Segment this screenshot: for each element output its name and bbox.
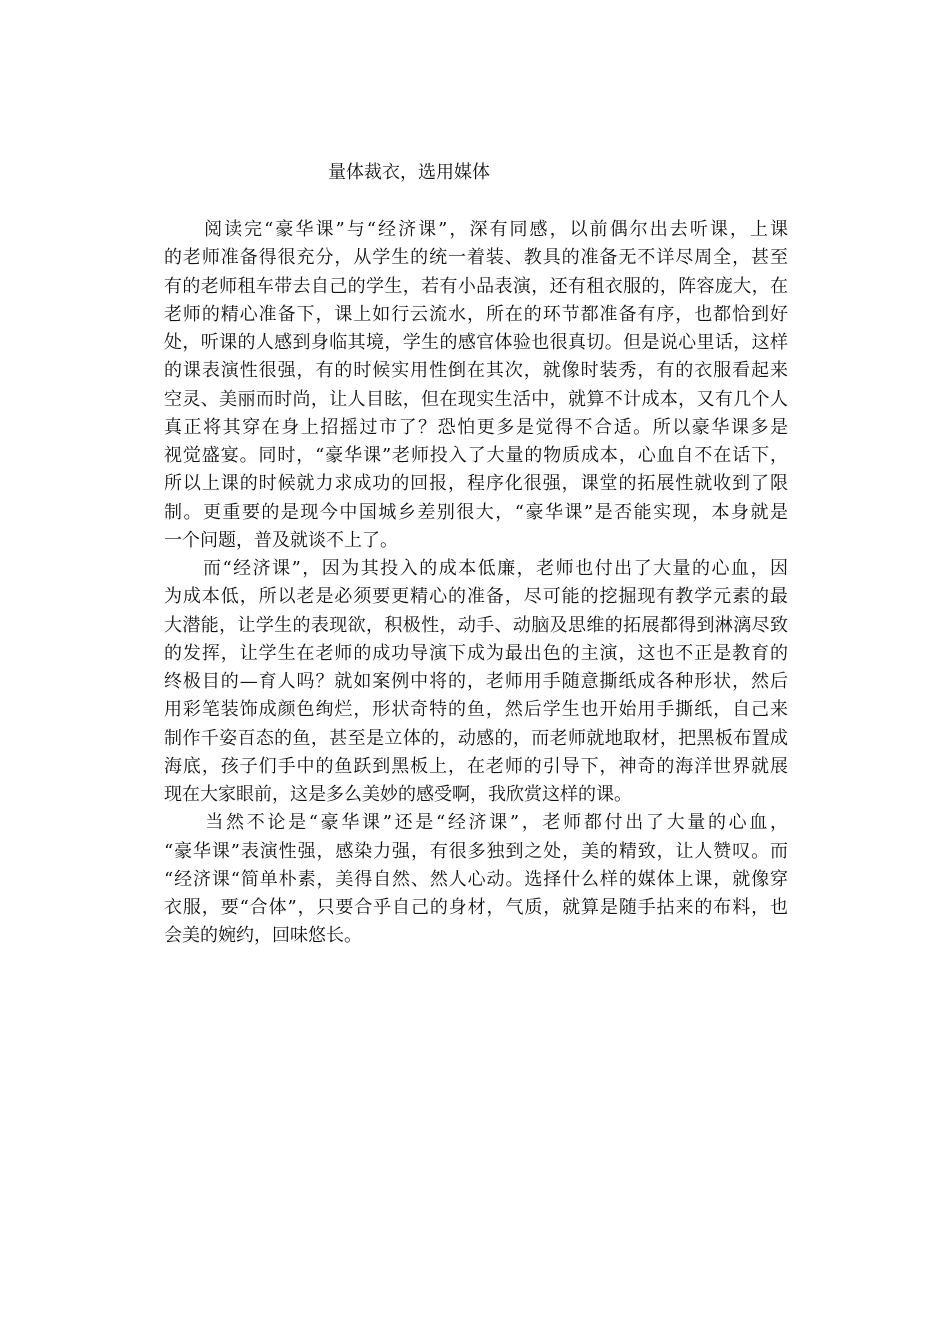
text-line: 海底，孩子们手中的鱼跃到黑板上，在老师的引导下，神奇的海洋世界就展 [164, 755, 788, 777]
text-line: 制。更重要的是现今中国城乡差别很大，“豪华课”是否能实现，本身就是 [164, 501, 788, 523]
text-line: 阅读完“豪华课”与“经济课”，深有同感，以前偶尔出去听课，上课 [164, 219, 788, 240]
text-line: 的老师准备得很充分，从学生的统一着装、教具的准备无不详尽周全，甚至 [164, 247, 788, 269]
text-line: 的发挥，让学生在老师的成功导演下成为最出色的主演，这也不正是教育的 [164, 642, 788, 664]
text-line: 有的老师租车带去自己的学生，若有小品表演，还有租衣服的，阵容庞大，在 [164, 275, 788, 297]
text-line: 为成本低，所以老是必须要更精心的准备，尽可能的挖掘现有教学元素的最 [164, 586, 788, 608]
document-title: 量体裁衣，选用媒体 [328, 162, 490, 183]
document-body [164, 216, 788, 951]
text-line: 衣服，要“合体”，只要合乎自己的身材，气质，就算是随手拈来的布料，也 [164, 897, 788, 918]
text-line: 老师的精心准备下，课上如行云流水，所在的环节都准备有序，也都恰到好 [164, 303, 788, 325]
text-line: 空灵、美丽而时尚，让人目眩，但在现实生活中，就算不计成本，又有几个人 [164, 388, 788, 410]
text-line: 一个问题，普及就谈不上了。 [164, 529, 398, 551]
text-line: 现在大家眼前，这是多么美妙的感受啊，我欣赏这样的课。 [164, 784, 632, 805]
text-line: “豪华课”表演性强，感染力强，有很多独到之处，美的精致，让人赞叹。而 [164, 840, 788, 862]
text-line: 终极目的—育人吗？就如案例中将的，老师用手随意撕纸成各种形状，然后 [164, 671, 788, 692]
text-line: 大潜能，让学生的表现欲，积极性，动手、动脑及思维的拓展都得到淋漓尽致 [164, 614, 788, 636]
text-line: 所以上课的时候就力求成功的回报，程序化很强，课堂的拓展性就收到了限 [164, 473, 788, 495]
text-line: 当然不论是“豪华课”还是“经济课”，老师都付出了大量的心血， [164, 812, 788, 834]
text-line: “经济课“简单朴素，美得自然、然人心动。选择什么样的媒体上课，就像穿 [164, 868, 788, 890]
text-line: 真正将其穿在身上招摇过市了？恐怕更多是觉得不合适。所以豪华课多是 [164, 416, 788, 438]
text-line: 处，听课的人感到身临其境，学生的感官体验也很真切。但是说心里话，这样 [164, 332, 788, 353]
text-line: 而“经济课”，因为其投入的成本低廉，老师也付出了大量的心血，因 [164, 558, 788, 579]
text-line: 制作千姿百态的鱼，甚至是立体的，动感的，而老师就地取材，把黑板布置成 [164, 727, 788, 749]
text-line: 的课表演性很强，有的时候实用性倒在其次，就像时装秀，有的衣服看起来 [164, 360, 788, 382]
text-line: 用彩笔装饰成颜色绚烂，形状奇特的鱼，然后学生也开始用手撕纸，自己来 [164, 699, 788, 721]
text-line: 会美的婉约，回味悠长。 [164, 925, 362, 947]
text-line: 视觉盛宴。同时，“豪华课”老师投入了大量的物质成本，心血自不在话下， [164, 445, 788, 466]
